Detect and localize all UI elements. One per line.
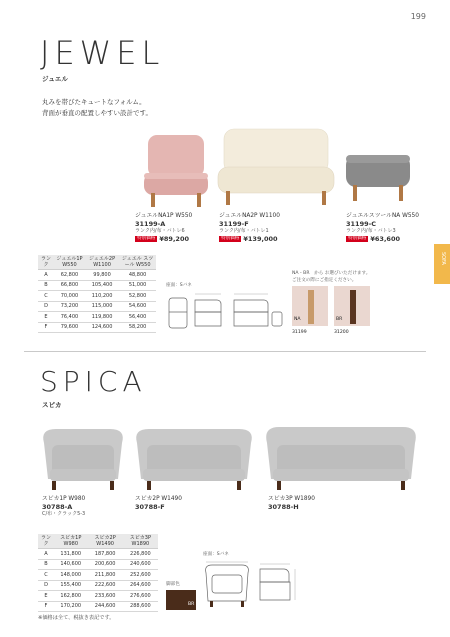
product-rank: ランク内/布・バトレ1 [219,228,269,234]
table-header: スピカ2P W1490 [88,534,123,549]
product-code: 30788-H [268,502,299,511]
table-row: D 73,200 115,000 54,600 [38,301,156,312]
table-header-row [38,534,158,549]
product-name: ジュエルNA1P W550 [135,213,193,219]
special-price-badge: 特別価格 [221,236,240,242]
table-header: ランク [38,255,54,270]
product-name: ジュエルNA2P W1100 [219,213,280,219]
jewel-dimension-diagram [166,290,284,334]
table-header-row [38,255,156,270]
section-divider [24,351,426,352]
swatch-code-br: 31200 [334,330,349,335]
table-header: スピカ3P W1890 [123,534,158,549]
tax-footnote: ※価格は全て、税抜き表記です。 [38,615,115,621]
jewel-subtitle: ジュエル [42,75,68,83]
jewel-stool-image [344,153,412,203]
page-number: 199 [410,12,426,21]
product-price: ¥139,000 [243,234,278,243]
jewel-description: 丸みを帯びたキュートなフォルム。 背面が垂直の配置しやすい設計です。 [42,98,152,117]
jewel-2p-caption [219,213,280,244]
product-name: スピカ1P W980 [42,496,86,502]
spica-price-table [38,534,158,612]
spica-2p-caption [135,496,182,511]
jewel-diagram-label: 座面：Sバネ [166,283,192,288]
table-row: C 148,000 211,800 252,600 [38,570,158,581]
table-header: スピカ1P W980 [54,534,88,549]
section-tab[interactable] [434,244,450,284]
spica-1p-caption [42,496,85,519]
table-row: A 62,800 99,800 48,800 [38,270,156,281]
table-row: A 131,800 187,800 226,800 [38,549,158,560]
table-header: ジュエル2P W1100 [85,255,119,270]
table-row: B 66,800 105,400 51,000 [38,280,156,291]
product-name: スピカ2P W1490 [135,496,182,502]
product-code: 31199-A [135,219,166,228]
spica-subtitle: スピカ [42,401,62,409]
spica-swatch-label: BR [188,602,195,607]
special-price-badge: 特別価格 [348,236,367,242]
table-header: ジュエル1P W550 [54,255,85,270]
leg-color-note: NA・BR から お選びいただけます。 ご注文の際にご指定ください。 [292,271,371,283]
jewel-price-table [38,255,156,333]
table-row: E 162,800 233,600 276,600 [38,591,158,602]
table-header: ランク [38,534,54,549]
spica-2p-image [133,425,255,491]
spica-dimension-diagram [200,559,300,611]
product-price: ¥89,200 [159,234,189,243]
swatch-label-br: BR [336,317,343,322]
table-row: F 79,600 124,600 58,200 [38,322,156,333]
spica-leg-color-label: 脚部色 [166,582,180,587]
special-price-badge: 特別価格 [137,236,156,242]
spica-title: SPICA [40,365,147,398]
table-header: ジュエル スツール W550 [119,255,156,270]
spica-3p-caption [268,496,315,511]
product-code: 30788-F [135,502,165,511]
product-price: ¥63,600 [370,234,400,243]
table-row: F 170,200 244,600 288,600 [38,601,158,612]
product-rank: ランク内/布・バトレ6 [135,228,185,234]
table-row: D 155,400 222,600 264,600 [38,580,158,591]
product-name: スピカ3P W1890 [268,496,315,502]
table-row: E 76,400 119,800 56,400 [38,312,156,323]
product-rank: ランク内/布・バトレ3 [346,228,396,234]
jewel-title: JEWEL [40,34,165,72]
table-row: B 140,600 200,600 240,600 [38,559,158,570]
swatch-label-na: NA [294,317,301,322]
jewel-stool-caption [346,213,419,244]
spica-diagram-label: 座面：Sバネ [203,552,229,557]
product-code: 30788-A [42,502,73,511]
spica-1p-image [40,425,126,491]
product-name: ジュエルスツールNA W550 [346,213,419,219]
section-tab-label: SOFA [440,252,446,265]
jewel-1p-caption [135,213,192,244]
product-rank: C/布・クラック5-3 [42,511,86,517]
product-code: 31199-C [346,219,377,228]
spica-3p-image [263,423,419,491]
table-row: C 70,000 110,200 52,800 [38,291,156,302]
product-code: 31199-F [219,219,249,228]
leg-swatch-br-spica[interactable] [166,590,196,610]
jewel-1p-image [140,133,212,208]
swatch-code-na: 31199 [292,330,307,335]
jewel-2p-image [214,127,338,207]
